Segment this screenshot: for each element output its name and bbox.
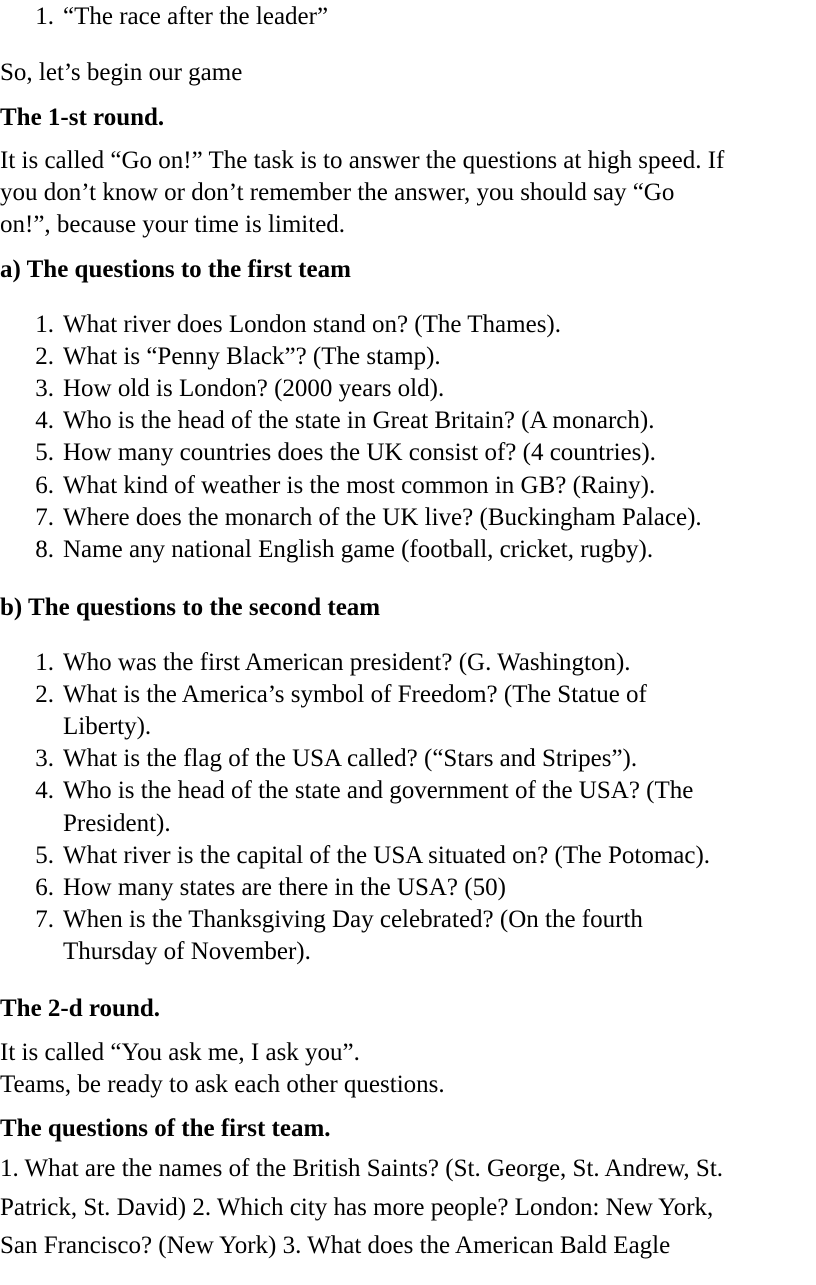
round1-description-line: on!”, because your time is limited. xyxy=(0,211,346,238)
question-text: Name any national English game (football, cricket, rugby). xyxy=(63,536,654,563)
round1-heading: The 1-st round. xyxy=(0,104,165,131)
question-text: How old is London? (2000 years old). xyxy=(63,375,445,402)
question-number: 7. xyxy=(35,906,54,933)
question-text: What is the flag of the USA called? (“Stars and Stripes”). xyxy=(63,745,638,772)
top-item-text: “The race after the leader” xyxy=(63,3,329,30)
round2-description-line: It is called “You ask me, I ask you”. xyxy=(0,1039,360,1066)
question-text: Who is the head of the state and government of the USA? (The xyxy=(63,777,694,804)
question-number: 3. xyxy=(35,745,54,772)
question-text: How many states are there in the USA? (50) xyxy=(63,874,506,901)
question-number: 7. xyxy=(35,504,54,531)
question-number: 5. xyxy=(35,439,54,466)
intro-text: So, let’s begin our game xyxy=(0,59,243,86)
question-text-continued: President). xyxy=(63,810,171,837)
question-number: 6. xyxy=(35,472,54,499)
question-text: Where does the monarch of the UK live? (Buckingham Palace). xyxy=(63,504,702,531)
question-number: 6. xyxy=(35,874,54,901)
team2-heading: b) The questions to the second team xyxy=(0,594,381,621)
question-text: When is the Thanksgiving Day celebrated? (On the fourth xyxy=(63,906,643,933)
question-text: What river does London stand on? (The Thames). xyxy=(63,311,561,338)
question-number: 8. xyxy=(35,536,54,563)
question-number: 4. xyxy=(35,407,54,434)
question-text: What is “Penny Black”? (The stamp). xyxy=(63,343,441,370)
question-number: 1. xyxy=(35,311,54,338)
question-text: What is the America’s symbol of Freedom? (The Statue of xyxy=(63,681,647,708)
question-text-continued: Liberty). xyxy=(63,713,152,740)
round2-team1-text-line: Patrick, St. David) 2. Which city has more people? London: New York, xyxy=(0,1194,714,1221)
question-text: How many countries does the UK consist of? (4 countries). xyxy=(63,439,656,466)
round2-heading: The 2-d round. xyxy=(0,995,161,1022)
question-text-continued: Thursday of November). xyxy=(63,938,311,965)
question-number: 2. xyxy=(35,343,54,370)
round1-description-line: you don’t know or don’t remember the answer, you should say “Go xyxy=(0,179,675,206)
question-number: 4. xyxy=(35,777,54,804)
question-number: 5. xyxy=(35,842,54,869)
round2-team1-text-line: San Francisco? (New York) 3. What does the American Bald Eagle xyxy=(0,1232,671,1259)
team1-heading: a) The questions to the first team xyxy=(0,256,351,283)
question-text: What kind of weather is the most common in GB? (Rainy). xyxy=(63,472,656,499)
round2-description-line: Teams, be ready to ask each other questions. xyxy=(0,1071,445,1098)
top-item-number: 1. xyxy=(35,3,54,30)
round2-team1-heading: The questions of the first team. xyxy=(0,1115,331,1142)
round2-team1-text-line: 1. What are the names of the British Saints? (St. George, St. Andrew, St. xyxy=(0,1155,724,1182)
question-number: 2. xyxy=(35,681,54,708)
question-text: Who was the first American president? (G. Washington). xyxy=(63,649,631,676)
question-number: 3. xyxy=(35,375,54,402)
question-text: What river is the capital of the USA situated on? (The Potomac). xyxy=(63,842,711,869)
question-number: 1. xyxy=(35,649,54,676)
question-text: Who is the head of the state in Great Britain? (A monarch). xyxy=(63,407,655,434)
round1-description-line: It is called “Go on!” The task is to answer the questions at high speed. If xyxy=(0,147,725,174)
